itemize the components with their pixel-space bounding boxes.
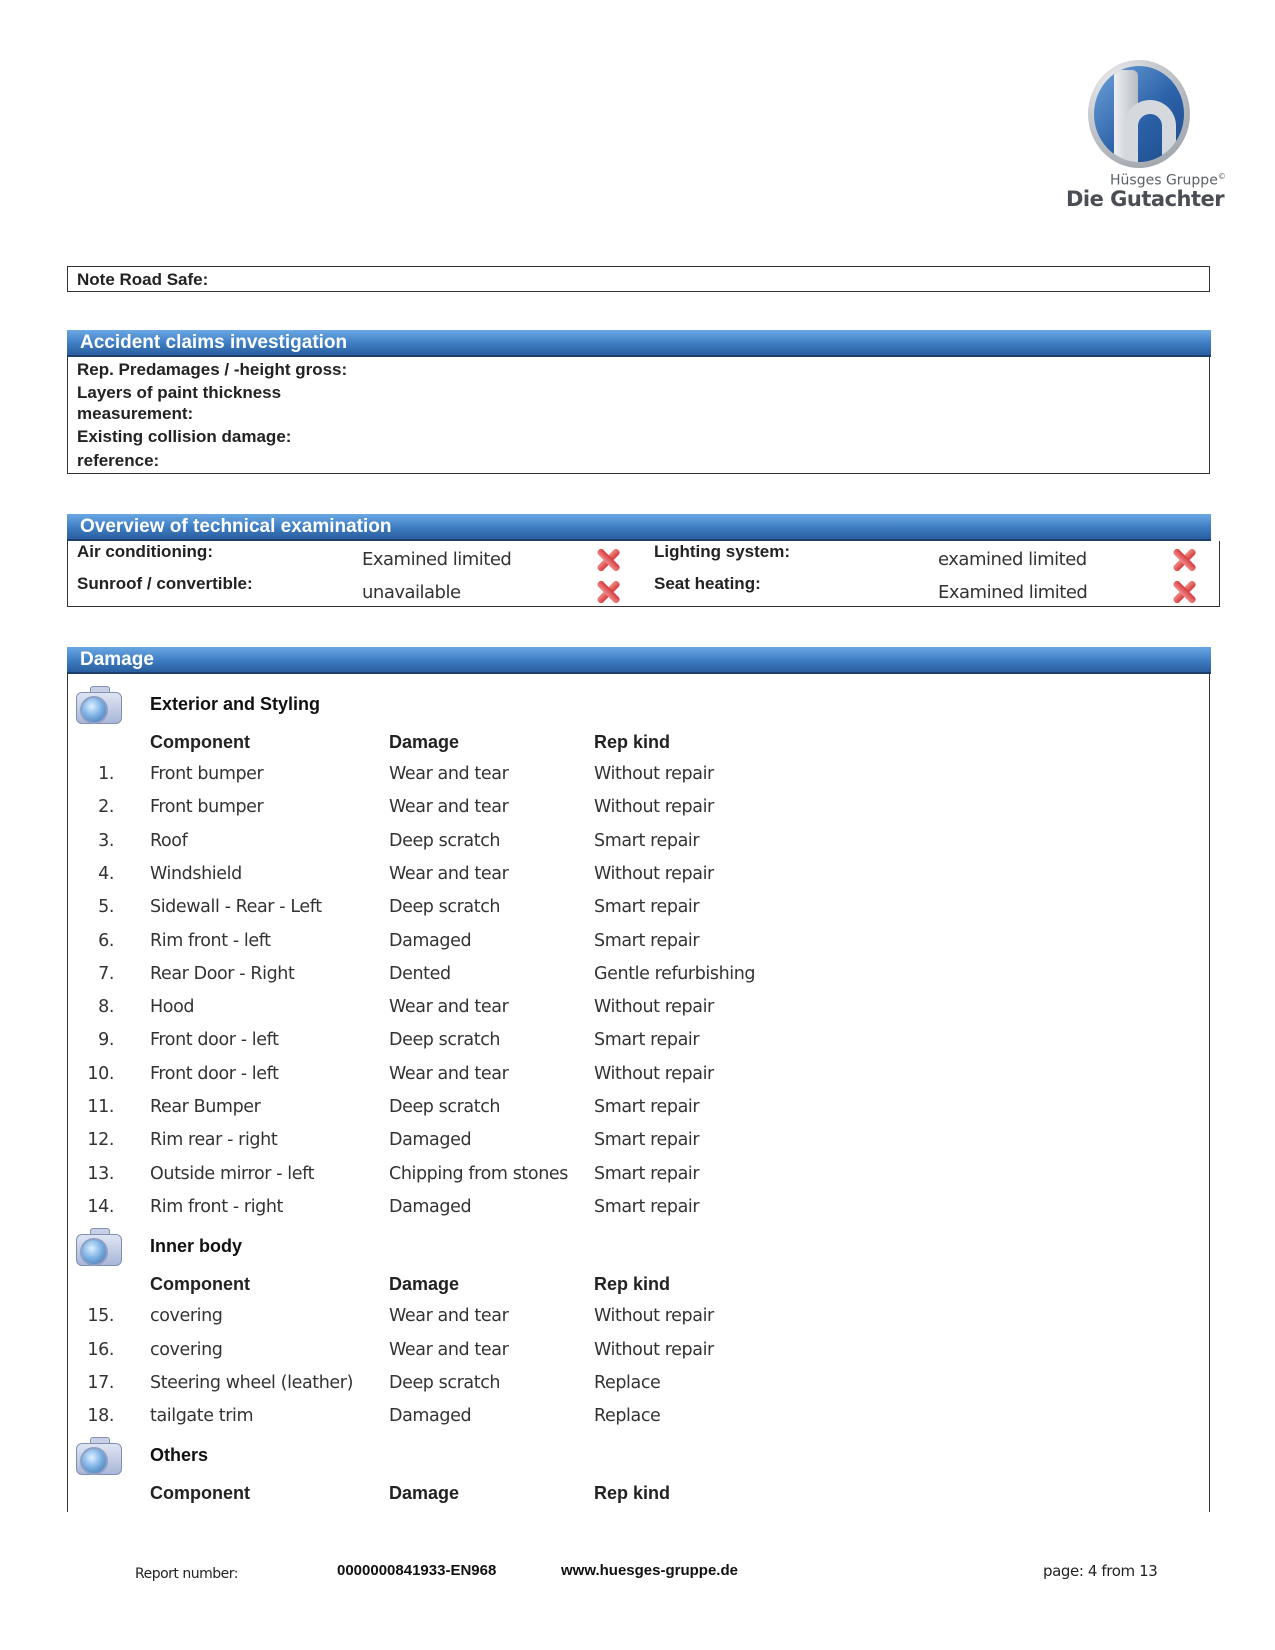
row-component: Rear Bumper [150, 1097, 261, 1117]
row-rep-kind: Smart repair [594, 830, 700, 851]
row-rep-kind: Smart repair [594, 1196, 700, 1217]
row-number: 17. [87, 1372, 114, 1393]
row-rep-kind: Without repair [594, 997, 714, 1018]
camera-icon[interactable] [74, 684, 124, 726]
row-rep-kind: Without repair [594, 1063, 714, 1084]
overview-value: unavailable [362, 582, 461, 603]
row-damage: Deep scratch [389, 897, 501, 918]
row-rep-kind: Smart repair [594, 1130, 700, 1151]
note-road-safe-label: Note Road Safe: [77, 270, 209, 289]
damage-group-title: Exterior and Styling [150, 694, 321, 714]
logo-brand-line2: Die Gutachter [1066, 187, 1225, 211]
row-number: 8. [98, 997, 114, 1018]
row-number: 13. [87, 1163, 114, 1184]
row-damage: Deep scratch [389, 1097, 501, 1117]
row-component: Front bumper [150, 797, 264, 818]
row-component: covering [150, 1339, 223, 1360]
footer-website-link[interactable]: www.huesges-gruppe.de [561, 1562, 738, 1579]
row-component: tailgate trim [150, 1406, 254, 1427]
footer-report-number: 0000000841933-EN968 [337, 1562, 497, 1579]
row-component: Steering wheel (leather) [150, 1372, 354, 1393]
row-rep-kind: Smart repair [594, 1163, 700, 1184]
row-component: Windshield [150, 863, 242, 884]
logo-brand-line1: Hüsges Gruppe© [1110, 172, 1226, 189]
column-header-damage: Damage [389, 732, 460, 752]
column-header-component: Component [150, 1483, 250, 1504]
red-x-icon [1171, 548, 1197, 572]
row-damage: Damaged [389, 930, 472, 951]
overview-label: Seat heating: [654, 574, 761, 593]
row-damage: Wear and tear [389, 1339, 509, 1360]
row-damage: Damaged [389, 1406, 472, 1427]
row-number: 9. [98, 1030, 114, 1051]
row-damage: Wear and tear [389, 997, 509, 1018]
row-number: 2. [98, 797, 114, 818]
row-number: 18. [87, 1406, 114, 1427]
row-number: 15. [87, 1306, 114, 1327]
row-number: 6. [98, 930, 114, 951]
camera-icon[interactable] [74, 1226, 124, 1268]
row-component: Front door - left [150, 1063, 279, 1084]
red-x-icon [1171, 580, 1197, 604]
row-rep-kind: Smart repair [594, 1030, 700, 1051]
row-component: Rim rear - right [150, 1130, 278, 1151]
row-number: 11. [87, 1097, 114, 1117]
field-rep-predamages: Rep. Predamages / -height gross: [77, 360, 348, 379]
row-damage: Damaged [389, 1130, 472, 1151]
row-damage: Wear and tear [389, 764, 509, 784]
row-component: Rim front - left [150, 930, 271, 951]
row-number: 16. [87, 1339, 114, 1360]
row-component: Hood [150, 997, 195, 1018]
row-component: covering [150, 1306, 223, 1327]
row-number: 12. [87, 1130, 114, 1151]
row-rep-kind: Gentle refurbishing [594, 963, 756, 984]
section-header-accident-claims: Accident claims investigation [67, 330, 1211, 357]
camera-icon[interactable] [74, 1435, 124, 1477]
row-damage: Wear and tear [389, 1306, 509, 1327]
section-header-damage: Damage [67, 647, 1211, 674]
overview-value: Examined limited [938, 582, 1088, 603]
field-reference: reference: [77, 451, 160, 470]
row-damage: Wear and tear [389, 863, 509, 884]
row-damage: Deep scratch [389, 1372, 501, 1393]
red-x-icon [595, 580, 621, 604]
technical-overview-box [67, 541, 1220, 607]
column-header-damage: Damage [389, 1274, 460, 1295]
row-component: Sidewall - Rear - Left [150, 897, 322, 918]
overview-label: Lighting system: [654, 542, 791, 561]
column-header-rep-kind: Rep kind [594, 1274, 671, 1295]
overview-value: examined limited [938, 549, 1087, 570]
row-rep-kind: Replace [594, 1406, 661, 1427]
note-road-safe-box [67, 266, 1210, 292]
damage-group-title: Others [150, 1445, 209, 1466]
red-x-icon [595, 548, 621, 572]
row-damage: Chipping from stones [389, 1163, 568, 1184]
row-rep-kind: Without repair [594, 1306, 714, 1327]
row-damage: Deep scratch [389, 1030, 501, 1051]
row-component: Front door - left [150, 1030, 279, 1051]
row-damage: Dented [389, 963, 451, 984]
column-header-component: Component [150, 732, 250, 752]
logo-h-emblem-icon [1088, 60, 1190, 168]
row-component: Front bumper [150, 764, 264, 784]
overview-label: Air conditioning: [77, 542, 213, 561]
row-rep-kind: Replace [594, 1372, 661, 1393]
row-number: 1. [98, 764, 114, 784]
row-component: Roof [150, 830, 188, 851]
row-damage: Damaged [389, 1196, 472, 1217]
row-rep-kind: Without repair [594, 863, 714, 884]
footer-page-info: page: 4 from 13 [1043, 1562, 1158, 1580]
field-paint-thickness: Layers of paint thickness measurement: [77, 383, 282, 423]
row-damage: Wear and tear [389, 797, 509, 818]
footer-report-label: Report number: [135, 1566, 238, 1582]
row-number: 4. [98, 863, 114, 884]
row-number: 7. [98, 963, 114, 984]
row-rep-kind: Smart repair [594, 897, 700, 918]
row-number: 3. [98, 830, 114, 851]
column-header-component: Component [150, 1274, 250, 1295]
row-component: Rear Door - Right [150, 963, 295, 984]
damage-box [67, 674, 1210, 1512]
column-header-rep-kind: Rep kind [594, 1483, 671, 1504]
row-number: 10. [87, 1063, 114, 1084]
company-logo [1062, 60, 1226, 220]
damage-group-title: Inner body [150, 1236, 243, 1257]
column-header-rep-kind: Rep kind [594, 732, 671, 752]
overview-value: Examined limited [362, 549, 512, 570]
row-component: Rim front - right [150, 1196, 284, 1217]
row-rep-kind: Without repair [594, 764, 714, 784]
accident-claims-box [67, 357, 1210, 474]
row-rep-kind: Without repair [594, 797, 714, 818]
field-existing-collision: Existing collision damage: [77, 427, 292, 446]
overview-label: Sunroof / convertible: [77, 574, 253, 593]
row-damage: Wear and tear [389, 1063, 509, 1084]
row-rep-kind: Smart repair [594, 930, 700, 951]
row-number: 14. [87, 1196, 114, 1217]
row-rep-kind: Smart repair [594, 1097, 700, 1117]
row-component: Outside mirror - left [150, 1163, 315, 1184]
row-number: 5. [98, 897, 114, 918]
row-damage: Deep scratch [389, 830, 501, 851]
row-rep-kind: Without repair [594, 1339, 714, 1360]
section-header-technical-overview: Overview of technical examination [67, 514, 1211, 541]
column-header-damage: Damage [389, 1483, 460, 1504]
